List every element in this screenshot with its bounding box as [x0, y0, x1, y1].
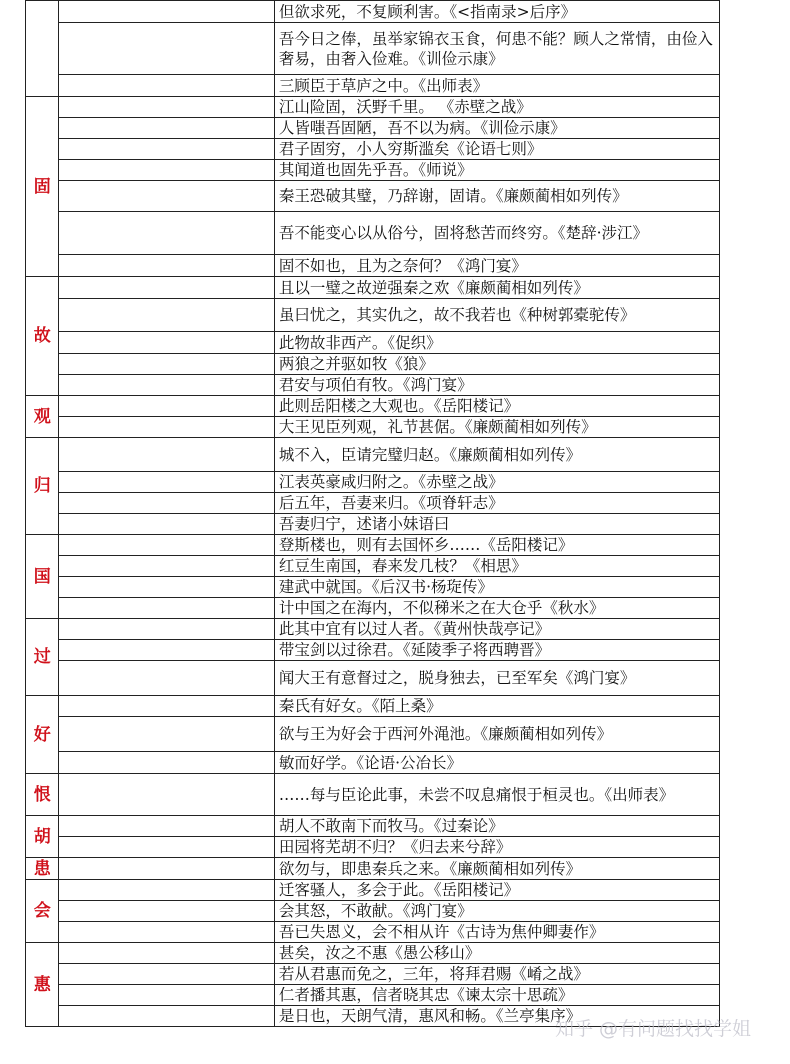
table-row [26, 277, 720, 299]
table-row [26, 774, 720, 816]
meaning-cell [59, 118, 274, 139]
table-row [26, 535, 720, 556]
meaning-cell [59, 661, 274, 696]
example-sentence-cell: 吾今日之俸，虽举家锦衣玉食，何患不能？顾人之常情，由俭入奢易，由奢入俭难。《训俭示康》 [274, 23, 719, 75]
table-row [26, 661, 720, 696]
example-sentence-cell: 闻大王有意督过之，脱身独去，已至军矣《鸿门宴》 [274, 661, 719, 696]
watermark: 知乎 @有问题找找学姐 [555, 1018, 752, 1040]
table-row [26, 23, 720, 75]
example-sentence-cell: 迁客骚人，多会于此。《岳阳楼记》 [274, 880, 719, 901]
table-row [26, 332, 720, 354]
example-sentence-cell: 是日也，天朗气清，惠风和畅。《兰亭集序》 [274, 1006, 719, 1027]
example-sentence-cell: 两狼之并驱如牧《狼》 [274, 354, 719, 375]
meaning-cell [59, 816, 274, 837]
table-row [26, 375, 720, 396]
table-row [26, 472, 720, 493]
table-row [26, 619, 720, 640]
example-sentence-cell: 计中国之在海内，不似稊米之在大仓乎《秋水》 [274, 598, 719, 619]
table-row [26, 964, 720, 985]
table-row [26, 943, 720, 964]
meaning-cell [59, 299, 274, 332]
meaning-cell [59, 160, 274, 181]
meaning-cell [59, 1, 274, 23]
meaning-cell [59, 1006, 274, 1027]
example-sentence-cell: 但欲求死，不复顾利害。《<指南录>后序》 [274, 1, 719, 23]
vocabulary-table-sheet [25, 0, 720, 1027]
example-sentence-cell: 仁者播其惠，信者晓其忠《谏太宗十思疏》 [274, 985, 719, 1006]
meaning-cell [59, 23, 274, 75]
table-row [26, 922, 720, 943]
example-sentence-cell: 田园将芜胡不归？《归去来兮辞》 [274, 837, 719, 858]
example-sentence-cell: 胡人不敢南下而牧马。《过秦论》 [274, 816, 719, 837]
example-sentence-cell: 江表英豪咸归附之。《赤壁之战》 [274, 472, 719, 493]
keyword-cell: 恨 [26, 774, 59, 816]
meaning-cell [59, 181, 274, 212]
example-sentence-cell: 君子固穷，小人穷斯滥矣《论语七则》 [274, 139, 719, 160]
meaning-cell [59, 901, 274, 922]
example-sentence-cell: 吾已失恩义，会不相从许《古诗为焦仲卿妻作》 [274, 922, 719, 943]
meaning-cell [59, 354, 274, 375]
example-sentence-cell: 欲与王为好会于西河外渑池。《廉颇蔺相如列传》 [274, 717, 719, 752]
meaning-cell [59, 717, 274, 752]
table-row [26, 212, 720, 255]
table-row [26, 118, 720, 139]
keyword-cell: 国 [26, 535, 59, 619]
example-sentence-cell: 此其中宜有以过人者。《黄州快哉亭记》 [274, 619, 719, 640]
example-sentence-cell: 江山险固，沃野千里。 《赤壁之战》 [274, 97, 719, 118]
meaning-cell [59, 774, 274, 816]
meaning-cell [59, 255, 274, 277]
table-row [26, 160, 720, 181]
table-row [26, 181, 720, 212]
keyword-cell: 好 [26, 696, 59, 774]
table-row [26, 640, 720, 661]
keyword-cell: 观 [26, 396, 59, 438]
meaning-cell [59, 985, 274, 1006]
example-sentence-cell: 此则岳阳楼之大观也。《岳阳楼记》 [274, 396, 719, 417]
table-row [26, 97, 720, 118]
meaning-cell [59, 472, 274, 493]
table-row [26, 598, 720, 619]
example-sentence-cell: 甚矣，汝之不惠《愚公移山》 [274, 943, 719, 964]
meaning-cell [59, 75, 274, 97]
keyword-cell: 归 [26, 438, 59, 535]
example-sentence-cell: 后五年，吾妻来归。《项脊轩志》 [274, 493, 719, 514]
table-row [26, 717, 720, 752]
table-row [26, 752, 720, 774]
meaning-cell [59, 514, 274, 535]
table-row [26, 514, 720, 535]
keyword-cell: 胡 [26, 816, 59, 858]
keyword-cell: 过 [26, 619, 59, 696]
table-row [26, 354, 720, 375]
example-sentence-cell: ……每与臣论此事，未尝不叹息痛恨于桓灵也。《出师表》 [274, 774, 719, 816]
keyword-cell [26, 1, 59, 97]
example-sentence-cell: 固不如也，且为之奈何？《鸿门宴》 [274, 255, 719, 277]
meaning-cell [59, 598, 274, 619]
example-sentence-cell: 吾不能变心以从俗兮，固将愁苦而终穷。《楚辞·涉江》 [274, 212, 719, 255]
example-sentence-cell: 虽曰忧之，其实仇之，故不我若也《种树郭橐驼传》 [274, 299, 719, 332]
example-sentence-cell: 建武中就国。《后汉书·杨琁传》 [274, 577, 719, 598]
example-sentence-cell: 红豆生南国，春来发几枝？《相思》 [274, 556, 719, 577]
meaning-cell [59, 375, 274, 396]
table-row [26, 75, 720, 97]
example-sentence-cell: 大王见臣列观，礼节甚倨。《廉颇蔺相如列传》 [274, 417, 719, 438]
example-sentence-cell: 欲勿与，即患秦兵之来。《廉颇蔺相如列传》 [274, 858, 719, 880]
meaning-cell [59, 943, 274, 964]
meaning-cell [59, 619, 274, 640]
meaning-cell [59, 922, 274, 943]
example-sentence-cell: 其闻道也固先乎吾。《师说》 [274, 160, 719, 181]
example-sentence-cell: 敏而好学。《论语·公冶长》 [274, 752, 719, 774]
example-sentence-cell: 君安与项伯有牧。《鸿门宴》 [274, 375, 719, 396]
table-row [26, 493, 720, 514]
table-row [26, 696, 720, 717]
table-row [26, 139, 720, 160]
table-row [26, 577, 720, 598]
meaning-cell [59, 964, 274, 985]
table-row [26, 417, 720, 438]
table-row [26, 255, 720, 277]
table-row [26, 985, 720, 1006]
meaning-cell [59, 97, 274, 118]
meaning-cell [59, 696, 274, 717]
table-row [26, 816, 720, 837]
meaning-cell [59, 535, 274, 556]
example-sentence-cell: 此物故非西产。《促织》 [274, 332, 719, 354]
example-sentence-cell: 吾妻归宁，述诸小妹语曰 [274, 514, 719, 535]
keyword-cell: 会 [26, 880, 59, 943]
table-row [26, 880, 720, 901]
example-sentence-cell: 会其怒，不敢献。《鸿门宴》 [274, 901, 719, 922]
keyword-cell: 惠 [26, 943, 59, 1027]
table-row [26, 901, 720, 922]
keyword-cell: 故 [26, 277, 59, 396]
example-sentence-cell: 且以一璧之故逆强秦之欢《廉颇蔺相如列传》 [274, 277, 719, 299]
table-row [26, 837, 720, 858]
meaning-cell [59, 332, 274, 354]
example-sentence-cell: 人皆嗤吾固陋，吾不以为病。《训俭示康》 [274, 118, 719, 139]
table-row [26, 438, 720, 472]
example-sentence-cell: 三顾臣于草庐之中。《出师表》 [274, 75, 719, 97]
meaning-cell [59, 640, 274, 661]
meaning-cell [59, 417, 274, 438]
table-row [26, 396, 720, 417]
meaning-cell [59, 577, 274, 598]
meaning-cell [59, 837, 274, 858]
meaning-cell [59, 556, 274, 577]
table-row [26, 299, 720, 332]
example-sentence-cell: 若从君惠而免之，三年，将拜君赐《崤之战》 [274, 964, 719, 985]
example-sentence-cell: 秦王恐破其璧，乃辞谢，固请。《廉颇蔺相如列传》 [274, 181, 719, 212]
meaning-cell [59, 139, 274, 160]
meaning-cell [59, 858, 274, 880]
table-row [26, 858, 720, 880]
meaning-cell [59, 493, 274, 514]
example-sentence-cell: 带宝剑以过徐君。《延陵季子将西聘晋》 [274, 640, 719, 661]
meaning-cell [59, 212, 274, 255]
meaning-cell [59, 396, 274, 417]
meaning-cell [59, 752, 274, 774]
example-sentence-cell: 登斯楼也，则有去国怀乡……《岳阳楼记》 [274, 535, 719, 556]
meaning-cell [59, 277, 274, 299]
keyword-cell: 固 [26, 97, 59, 277]
meaning-cell [59, 438, 274, 472]
meaning-cell [59, 880, 274, 901]
example-sentence-cell: 秦氏有好女。《陌上桑》 [274, 696, 719, 717]
vocabulary-table [25, 0, 720, 1027]
table-row [26, 556, 720, 577]
table-row [26, 1, 720, 23]
keyword-cell: 患 [26, 858, 59, 880]
example-sentence-cell: 城不入，臣请完璧归赵。《廉颇蔺相如列传》 [274, 438, 719, 472]
